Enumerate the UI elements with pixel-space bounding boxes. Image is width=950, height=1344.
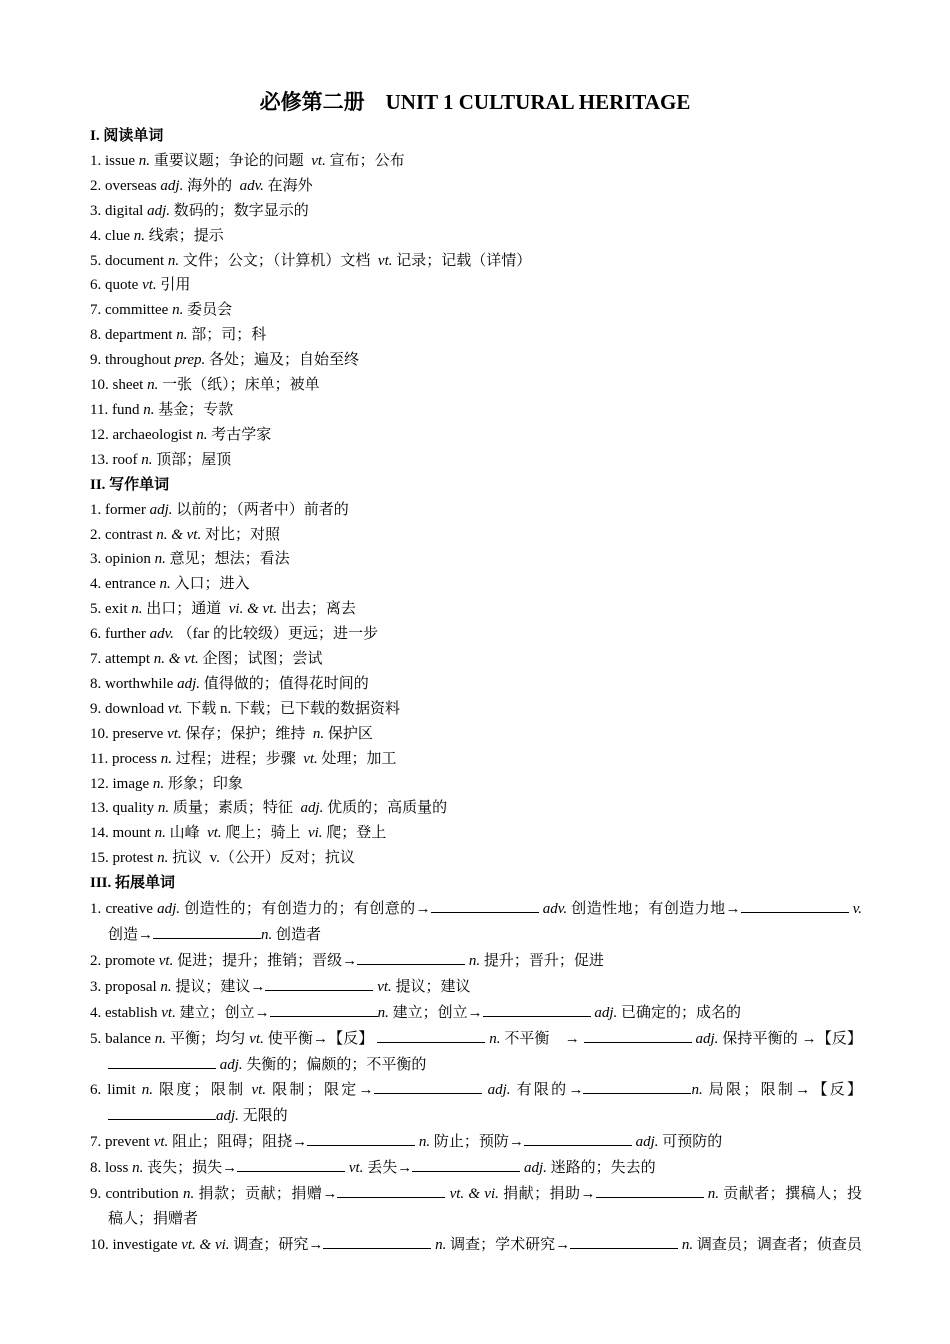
- part-of-speech: n.: [157, 800, 170, 817]
- page-title: 必修第二册 UNIT 1 CULTURAL HERITAGE: [259, 90, 691, 114]
- answer-blank[interactable]: [357, 948, 465, 965]
- answer-blank[interactable]: [153, 922, 261, 939]
- item-number: 15.: [90, 850, 109, 867]
- item-number: 5.: [90, 252, 102, 269]
- vocab-word: digital: [105, 202, 144, 219]
- list-item: [90, 323, 862, 348]
- part-of-speech: n.: [172, 302, 184, 319]
- list-item: [90, 572, 862, 597]
- definition: 抗议: [172, 850, 203, 867]
- item-number: 13.: [90, 800, 109, 817]
- list-item: [90, 174, 862, 199]
- answer-blank[interactable]: [412, 1155, 520, 1172]
- definition: 入口；进入: [174, 576, 250, 593]
- item-number: 7.: [90, 302, 102, 319]
- list-item: 9. contribution n. 捐款；贡献；捐赠→ vt. & vi. 捐献；捐助→ n. 贡献者；撰稿人；投稿人；捐赠者: [90, 1181, 862, 1232]
- definition: 重要议题；争论的问题: [153, 152, 304, 169]
- part-of-speech: n.: [138, 152, 150, 169]
- list-item: 6. limit n. 限度；限制 vt. 限制；限定→ adj. 有限的→ n. 局限；限制→【反】 adj. 无限的: [90, 1077, 862, 1129]
- list-item: [90, 448, 862, 473]
- definition: 处理；加工: [321, 750, 397, 767]
- list-item: [90, 672, 862, 697]
- section-heading-extended: III. 拓展单词: [90, 875, 176, 892]
- part-of-speech: n.: [176, 327, 188, 344]
- item-number: 8.: [90, 327, 102, 344]
- list-item: [90, 846, 862, 871]
- definition: 一张（纸）；床单；被单: [162, 377, 320, 394]
- part-of-speech: vt.: [311, 152, 326, 169]
- part-of-speech: n.: [141, 451, 153, 468]
- list-item: [90, 149, 862, 174]
- section-heading-writing: II. 写作单词: [90, 476, 170, 493]
- vocab-word: roof: [112, 451, 138, 468]
- list-item: [90, 423, 862, 448]
- item-number: 10.: [90, 725, 109, 742]
- answer-blank[interactable]: [270, 1000, 378, 1017]
- vocab-word: attempt: [105, 651, 150, 668]
- part-of-speech: vt.: [303, 750, 318, 767]
- definition: 数码的；数字显示的: [173, 202, 309, 219]
- vocab-word: contrast: [105, 526, 153, 543]
- definition: 文件；公文；（计算机）文档: [182, 252, 371, 269]
- part-of-speech: vt.: [167, 725, 182, 742]
- vocab-word: former: [105, 501, 146, 518]
- list-item: 4. establish vt. 建立；创立→ n. 建立；创立→ adj. 已确定的；成名的: [90, 1000, 862, 1026]
- part-of-speech: vi. & vt.: [228, 601, 278, 618]
- definition: 基金；专款: [158, 401, 234, 418]
- list-item: [90, 747, 862, 772]
- list-item: [90, 622, 862, 647]
- item-number: 3.: [90, 202, 102, 219]
- item-number: 6.: [90, 626, 102, 643]
- list-item: [90, 597, 862, 622]
- list-item: 2. promote vt. 促进；提升；推销；晋级→ n. 提升；晋升；促进: [90, 948, 862, 974]
- answer-blank[interactable]: [583, 1077, 691, 1094]
- answer-blank[interactable]: [483, 1000, 591, 1017]
- vocab-word: preserve: [112, 725, 164, 742]
- item-number: 2.: [90, 526, 102, 543]
- list-item: 1. creative adj. 创造性的；有创造力的；有创意的→ adv. 创造性地；有创造力地→ v. 创造→ n. 创造者: [90, 896, 862, 948]
- vocab-word: document: [105, 252, 165, 269]
- vocab-word: download: [105, 700, 165, 717]
- list-item: 5. balance n. 平衡；均匀 vt. 使平衡→【反】 n. 不平衡 → adj. 保持平衡的 →【反】 adj. 失衡的；偏颇的；不平衡的: [90, 1026, 862, 1078]
- definition: 海外的: [187, 177, 233, 194]
- definition: 值得做的；值得花时间的: [203, 675, 369, 692]
- list-item: [90, 398, 862, 423]
- item-number: 11.: [90, 401, 109, 418]
- part-of-speech: vt.: [142, 277, 157, 294]
- definition: 形象；印象: [167, 775, 243, 792]
- list-item: [90, 697, 862, 722]
- definition: 对比；对照: [204, 526, 280, 543]
- answer-blank[interactable]: [570, 1232, 678, 1249]
- vocab-word: quote: [105, 277, 139, 294]
- list-item: [90, 523, 862, 548]
- definition: 过程；进程；步骤: [175, 750, 296, 767]
- definition: 各处；遍及；自始至终: [209, 352, 360, 369]
- list-item: [90, 796, 862, 821]
- part-of-speech: adv.: [149, 626, 174, 643]
- vocab-word: further: [105, 626, 146, 643]
- writing-word-list: [90, 498, 862, 872]
- definition: 部；司；科: [191, 327, 267, 344]
- item-number: 10.: [90, 377, 109, 394]
- item-number: 4.: [90, 227, 102, 244]
- vocab-word: mount: [112, 825, 151, 842]
- vocab-word: entrance: [105, 576, 156, 593]
- definition: 记录；记载（详情）: [396, 252, 532, 269]
- definition: 爬；登上: [326, 825, 387, 842]
- part-of-speech: vt.: [167, 700, 183, 717]
- item-number: 7.: [90, 651, 102, 668]
- answer-blank[interactable]: [108, 1052, 216, 1069]
- item-number: 1.: [90, 152, 102, 169]
- vocab-word: worthwhile: [105, 675, 174, 692]
- part-of-speech: adj.: [300, 800, 324, 817]
- vocab-word: throughout: [105, 352, 171, 369]
- list-item: [90, 547, 862, 572]
- vocab-word: committee: [105, 302, 169, 319]
- part-of-speech: n.: [152, 775, 165, 792]
- definition: （far 的比较级）更远；进一步: [177, 626, 379, 643]
- definition: 考古学家: [211, 426, 272, 443]
- vocabulary-content: [90, 124, 862, 1258]
- answer-blank[interactable]: [265, 974, 373, 991]
- vocab-word: overseas: [105, 177, 157, 194]
- part-of-speech: n.: [159, 576, 171, 593]
- part-of-speech: vi.: [307, 825, 323, 842]
- list-item: [90, 298, 862, 323]
- definition: 线索；提示: [148, 227, 224, 244]
- part-of-speech: n.: [131, 601, 143, 618]
- definition: 在海外: [267, 177, 313, 194]
- part-of-speech: n.: [154, 825, 166, 842]
- vocab-word: sheet: [112, 377, 144, 394]
- part-of-speech: n.: [167, 252, 180, 269]
- part-of-speech: n.: [133, 227, 145, 244]
- part-of-speech: n. & vt.: [156, 526, 202, 543]
- definition: 优质的；高质量的: [327, 800, 448, 817]
- definition: 出口；通道: [146, 601, 222, 618]
- list-item: [90, 772, 862, 797]
- item-number: 3.: [90, 551, 102, 568]
- definition: 企图；试图；尝试: [202, 651, 323, 668]
- definition: 保护区: [327, 725, 373, 742]
- list-item: [90, 498, 862, 523]
- answer-blank[interactable]: [596, 1181, 704, 1198]
- part-of-speech: adj.: [147, 202, 170, 219]
- definition: 爬上；骑上: [225, 825, 301, 842]
- vocab-word: quality: [112, 800, 155, 817]
- reading-word-list: [90, 149, 862, 473]
- vocab-word: department: [105, 327, 173, 344]
- vocab-word: process: [111, 750, 157, 767]
- item-number: 8.: [90, 675, 102, 692]
- part-of-speech: adj.: [177, 675, 200, 692]
- list-item: [90, 373, 862, 398]
- definition: 山峰: [169, 825, 200, 842]
- item-number: 13.: [90, 451, 109, 468]
- part-of-speech: n. & vt.: [153, 651, 199, 668]
- item-number: 11.: [90, 750, 109, 767]
- definition: 委员会: [187, 302, 233, 319]
- part-of-speech: vt.: [207, 825, 222, 842]
- definition: 顶部；屋顶: [156, 451, 232, 468]
- vocab-word: fund: [111, 401, 140, 418]
- list-item: [90, 249, 862, 274]
- answer-blank[interactable]: [741, 896, 849, 913]
- definition: 质量；素质；特征: [172, 800, 293, 817]
- part-of-speech: n.: [143, 401, 155, 418]
- answer-blank[interactable]: [323, 1232, 431, 1249]
- definition: 出去；离去: [280, 601, 356, 618]
- vocab-word: protest: [112, 850, 154, 867]
- item-number: 6.: [90, 277, 102, 294]
- list-item: [90, 273, 862, 298]
- vocab-word: archaeologist: [112, 426, 193, 443]
- list-item: 10. investigate vt. & vi. 调查；研究→ n. 调查；学术研究→ n. 调查员；调查者；侦查员: [90, 1232, 862, 1258]
- list-item: 8. loss n. 丧失；损失→ vt. 丢失→ adj. 迷路的；失去的: [90, 1155, 862, 1181]
- list-item: [90, 722, 862, 747]
- definition: 宣布；公布: [329, 152, 405, 169]
- definition: v.（公开）反对；抗议: [209, 850, 355, 867]
- definition: 引用: [160, 277, 191, 294]
- answer-blank[interactable]: [524, 1129, 632, 1146]
- item-number: 12.: [90, 426, 109, 443]
- part-of-speech: n.: [196, 426, 208, 443]
- item-number: 1.: [90, 501, 102, 518]
- list-item: [90, 821, 862, 846]
- answer-blank[interactable]: [237, 1155, 345, 1172]
- answer-blank[interactable]: [374, 1077, 482, 1094]
- part-of-speech: adj.: [160, 177, 184, 194]
- vocab-word: exit: [105, 601, 128, 618]
- definition: 意见；想法；看法: [169, 551, 290, 568]
- vocab-word: opinion: [105, 551, 151, 568]
- item-number: 5.: [90, 601, 102, 618]
- definition: 保存；保护；维持: [185, 725, 306, 742]
- part-of-speech: n.: [160, 750, 172, 767]
- part-of-speech: vt.: [377, 252, 393, 269]
- list-item: [90, 348, 862, 373]
- vocab-word: image: [112, 775, 150, 792]
- part-of-speech: n.: [147, 377, 159, 394]
- list-item: 3. proposal n. 提议；建议→ vt. 提议；建议: [90, 974, 862, 1000]
- item-number: 9.: [90, 352, 102, 369]
- answer-blank[interactable]: [584, 1026, 692, 1043]
- item-number: 9.: [90, 700, 102, 717]
- list-item: 7. prevent vt. 阻止；阻碍；阻挠→ n. 防止；预防→ adj. 可预防的: [90, 1129, 862, 1155]
- part-of-speech: n.: [154, 551, 166, 568]
- list-item: [90, 647, 862, 672]
- answer-blank[interactable]: [377, 1026, 485, 1043]
- vocab-word: issue: [105, 152, 135, 169]
- part-of-speech: adj.: [149, 501, 173, 518]
- answer-blank[interactable]: [337, 1181, 445, 1198]
- list-item: [90, 224, 862, 249]
- answer-blank[interactable]: [307, 1129, 415, 1146]
- part-of-speech: adv.: [239, 177, 264, 194]
- list-item: [90, 199, 862, 224]
- vocab-word: clue: [105, 227, 130, 244]
- item-number: 12.: [90, 775, 109, 792]
- definition: 下载 n. 下载；已下载的数据资料: [186, 700, 401, 717]
- section-heading-reading: I. 阅读单词: [90, 128, 164, 144]
- part-of-speech: n.: [157, 850, 169, 867]
- part-of-speech: n.: [312, 725, 325, 742]
- part-of-speech: prep.: [174, 352, 206, 369]
- answer-blank[interactable]: [108, 1103, 216, 1120]
- definition: 以前的；（两者中）前者的: [176, 501, 349, 518]
- item-number: 14.: [90, 825, 109, 842]
- item-number: 2.: [90, 177, 102, 194]
- answer-blank[interactable]: [431, 896, 539, 913]
- item-number: 4.: [90, 576, 102, 593]
